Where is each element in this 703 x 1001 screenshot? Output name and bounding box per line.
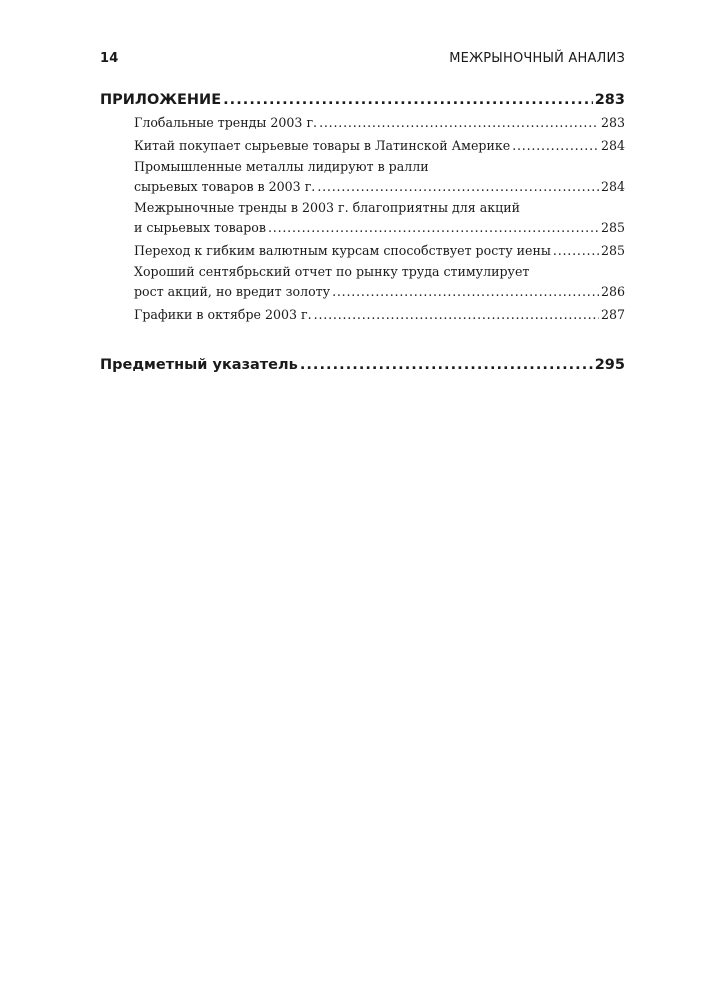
dot-leader: [332, 281, 599, 302]
toc-subentry-title: рост акций, но вредит золоту: [134, 284, 331, 299]
toc-subentry-page: 284: [600, 179, 625, 194]
toc-entry-appendix[interactable]: [100, 88, 625, 112]
toc-subentry[interactable]: [134, 112, 625, 133]
toc-subentry[interactable]: [134, 304, 625, 325]
toc-subentry-title: сырьевых товаров в 2003 г.: [134, 179, 316, 194]
section-gap: [100, 327, 625, 353]
dot-leader: [553, 240, 599, 261]
toc-subentry-page: 285: [600, 220, 625, 235]
toc-subentry-page: 287: [600, 307, 625, 322]
dot-leader: [319, 112, 599, 133]
toc-subentry-title-line: Межрыночные тренды в 2003 г. благоприятны для акций: [134, 200, 521, 215]
toc-subentry-last-line: [134, 281, 625, 302]
toc-entry-page: 283: [594, 92, 625, 108]
toc-subentry-title: и сырьевых товаров: [134, 220, 266, 235]
toc-subentry-last-line: [134, 176, 625, 197]
toc-subentry-multiline[interactable]: [134, 158, 625, 197]
toc-subentry-page: 284: [600, 138, 625, 153]
dot-leader: [317, 176, 599, 197]
toc-entry-title: ПРИЛОЖЕНИЕ: [100, 92, 222, 108]
table-of-contents: [100, 88, 625, 377]
toc-subentry-title: Графики в октябре 2003 г.: [134, 307, 312, 322]
toc-subentry[interactable]: [134, 135, 625, 156]
running-header: [100, 51, 625, 71]
toc-subentry-multiline[interactable]: [134, 263, 625, 302]
toc-subentry-page: 285: [600, 243, 625, 258]
toc-subentry-title-line: Промышленные металлы лидируют в ралли: [134, 159, 429, 174]
toc-subentry-title: Глобальные тренды 2003 г.: [134, 115, 318, 130]
page-number: 14: [100, 51, 119, 66]
toc-entry-title: Предметный указатель: [100, 357, 298, 373]
toc-entry-page: 295: [594, 357, 625, 373]
toc-subentry-multiline[interactable]: [134, 199, 625, 238]
dot-leader: [223, 88, 593, 112]
toc-subentry-title: Переход к гибким валютным курсам способствует росту иены: [134, 243, 551, 258]
toc-subentry-title-line: Хороший сентябрьский отчет по рынку труда стимулирует: [134, 264, 530, 279]
dot-leader: [314, 304, 599, 325]
toc-subentry-last-line: [134, 217, 625, 238]
toc-subentries: [100, 112, 625, 325]
toc-subentry-page: 286: [600, 284, 625, 299]
toc-subentry[interactable]: [134, 240, 625, 261]
dot-leader: [300, 353, 593, 377]
running-title: МЕЖРЫНОЧНЫЙ АНАЛИЗ: [449, 51, 625, 66]
dot-leader: [512, 135, 599, 156]
toc-entry-index[interactable]: [100, 353, 625, 377]
toc-subentry-title: Китай покупает сырьевые товары в Латинской Америке: [134, 138, 511, 153]
dot-leader: [268, 217, 599, 238]
toc-subentry-page: 283: [600, 115, 625, 130]
